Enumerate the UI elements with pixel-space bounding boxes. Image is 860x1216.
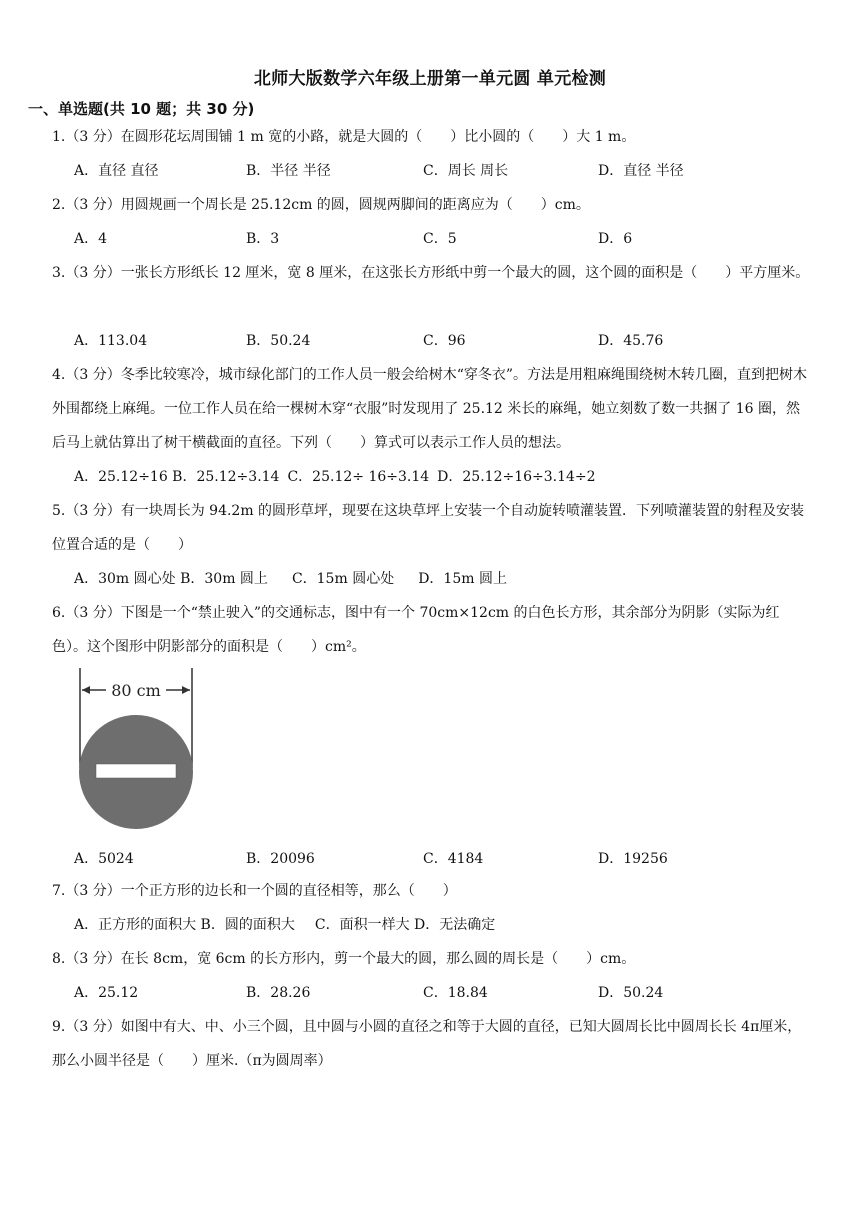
question-4 [52,358,812,460]
no-entry-sign-figure [74,668,214,834]
option-d: D．50.24 [598,985,664,1001]
option-c-d: C．面积一样大 D．无法确定 [314,917,496,933]
option-c: C．96 [423,333,466,349]
option-a-b: A．正方形的面积大 B．圆的面积大 [74,917,295,933]
white-rectangle [96,764,176,778]
question-1-options [74,154,814,188]
question-3 [52,256,812,290]
question-stem: 9.（3 分）如图中有大、中、小三个圆，且中圆与小圆的直径之和等于大圆的直径，已知大圆周长比中圆周长长 4π厘米，那么小圆半径是（ ）厘米.（π为圆周率） [52,1019,802,1069]
option-b: B．半径 半径 [246,163,331,179]
question-7 [52,874,812,908]
section-heading: 一、单选题(共 10 题；共 30 分) [28,100,255,118]
option-a: A．25.12 [74,985,139,1001]
option-d: D．45.76 [598,333,664,349]
question-stem: 4.（3 分）冬季比较寒冷，城市绿化部门的工作人员一般会给树木“穿冬衣”。方法是用粗麻绳围绕树木转几圈，直到把树木外围都绕上麻绳。一位工作人员在给一棵树木穿“衣服”时发现用了 25.12 米长的麻绳，她立刻数了数一共捆了 16 圈，然后马上就估算出了树干横截面的直径。下列（ ）算式可以表示工作人员的想法。 [52,367,808,451]
question-stem: 8.（3 分）在长 8cm，宽 6cm 的长方形内，剪一个最大的圆，那么圆的周长是（ ）cm。 [52,951,636,967]
option-c: C．25.12÷ 16÷3.14 [287,469,430,485]
option-d: D．15m 圆上 [418,571,507,587]
option-c: C．4184 [423,851,484,867]
question-8 [52,942,812,976]
question-4-options [74,460,814,494]
option-b: B．3 [246,231,280,247]
question-stem: 3.（3 分）一张长方形纸长 12 厘米，宽 8 厘米，在这张长方形纸中剪一个最大的圆，这个圆的面积是（ ）平方厘米。 [52,265,810,281]
question-stem: 6.（3 分）下图是一个“禁止驶入”的交通标志，图中有一个 70cm×12cm 的白色长方形，其余部分为阴影（实际为红色）。这个图形中阴影部分的面积是（ ）cm²。 [52,605,780,655]
option-a: A．直径 直径 [74,163,159,179]
arrowhead-left-icon [82,686,90,694]
option-c: C．18.84 [423,985,488,1001]
option-d: D．6 [598,231,633,247]
option-b: B．20096 [246,851,315,867]
option-d: D．19256 [598,851,668,867]
question-6 [52,596,812,664]
page-title: 北师大版数学六年级上册第一单元圆 单元检测 [253,69,607,89]
question-stem: 5.（3 分）有一块周长为 94.2m 的圆形草坪，现要在这块草坪上安装一个自动旋转喷灌装置．下列喷灌装置的射程及安装位置合适的是（ ） [52,503,805,553]
option-b: B．28.26 [246,985,311,1001]
question-5-options [74,562,814,596]
question-9 [52,1010,812,1078]
question-stem: 7.（3 分）一个正方形的边长和一个圆的直径相等，那么（ ） [52,883,457,899]
option-c: C．周长 周长 [423,163,509,179]
question-7-options [74,908,814,942]
dimension-label: 80 cm [111,681,161,700]
arrowhead-right-icon [182,686,190,694]
question-2 [52,188,812,222]
question-6-options [74,842,814,876]
question-5 [52,494,812,562]
question-8-options [74,976,814,1010]
option-a: A．113.04 [74,333,148,349]
option-a-b: A．30m 圆心处 B．30m 圆上 [74,571,268,587]
option-b: B．50.24 [246,333,311,349]
option-a: A．4 [74,231,108,247]
question-3-options [74,324,814,358]
option-a-b: A．25.12÷16 B．25.12÷3.14 [74,469,280,485]
option-c: C．15m 圆心处 [291,571,395,587]
no-entry-sign-diagram [74,668,214,834]
question-stem: 1.（3 分）在圆形花坛周围铺 1 m 宽的小路，就是大圆的（ ）比小圆的（ ）大 1 m。 [52,129,636,145]
question-stem: 2.（3 分）用圆规画一个周长是 25.12cm 的圆，圆规两脚间的距离应为（ ）cm。 [52,197,590,213]
option-a: A．5024 [74,851,134,867]
question-2-options [74,222,814,256]
option-d: D．直径 半径 [598,163,684,179]
option-d: D．25.12÷16÷3.14÷2 [437,469,596,485]
option-c: C．5 [423,231,457,247]
question-1 [52,120,812,154]
